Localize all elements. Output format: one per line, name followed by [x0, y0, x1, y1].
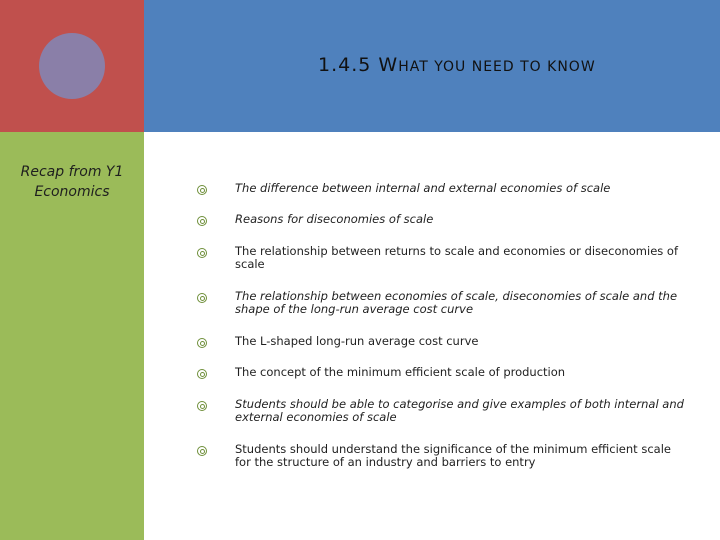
bullet-icon — [197, 185, 207, 195]
bullet-text: The concept of the minimum efficient scale of production — [235, 365, 566, 379]
bullet-icon — [197, 338, 207, 348]
bullet-icon — [197, 293, 207, 303]
bullet-icon — [197, 248, 207, 258]
circle-decoration — [39, 33, 105, 99]
bullet-text: Reasons for diseconomies of scale — [235, 212, 434, 226]
title-first-letter: W — [378, 54, 399, 76]
bullet-text: Students should be able to categorise and give examples of both internal and external economies of scale — [235, 397, 684, 424]
bullet-icon — [197, 369, 207, 379]
title-rest: HAT YOU NEED TO KNOW — [398, 59, 596, 75]
bullet-text: The difference between internal and external economies of scale — [235, 181, 611, 195]
bullet-icon — [197, 401, 207, 411]
slide-title — [318, 54, 596, 76]
bullet-text: The L-shaped long-run average cost curve — [235, 334, 479, 348]
bullet-icon — [197, 446, 207, 456]
bullet-icon — [197, 216, 207, 226]
bullet-text: The relationship between returns to scale and economies or diseconomies of scale — [235, 244, 679, 271]
bullet-text: The relationship between economies of scale, diseconomies of scale and the shape of the long-run average cost curve — [235, 289, 678, 316]
bullet-text: Students should understand the significance of the minimum efficient scale for the structure of an industry and barriers to entry — [235, 442, 671, 469]
title-number: 1.4.5 — [318, 54, 372, 76]
sidebar-caption: Recap from Y1 Economics — [20, 164, 124, 200]
